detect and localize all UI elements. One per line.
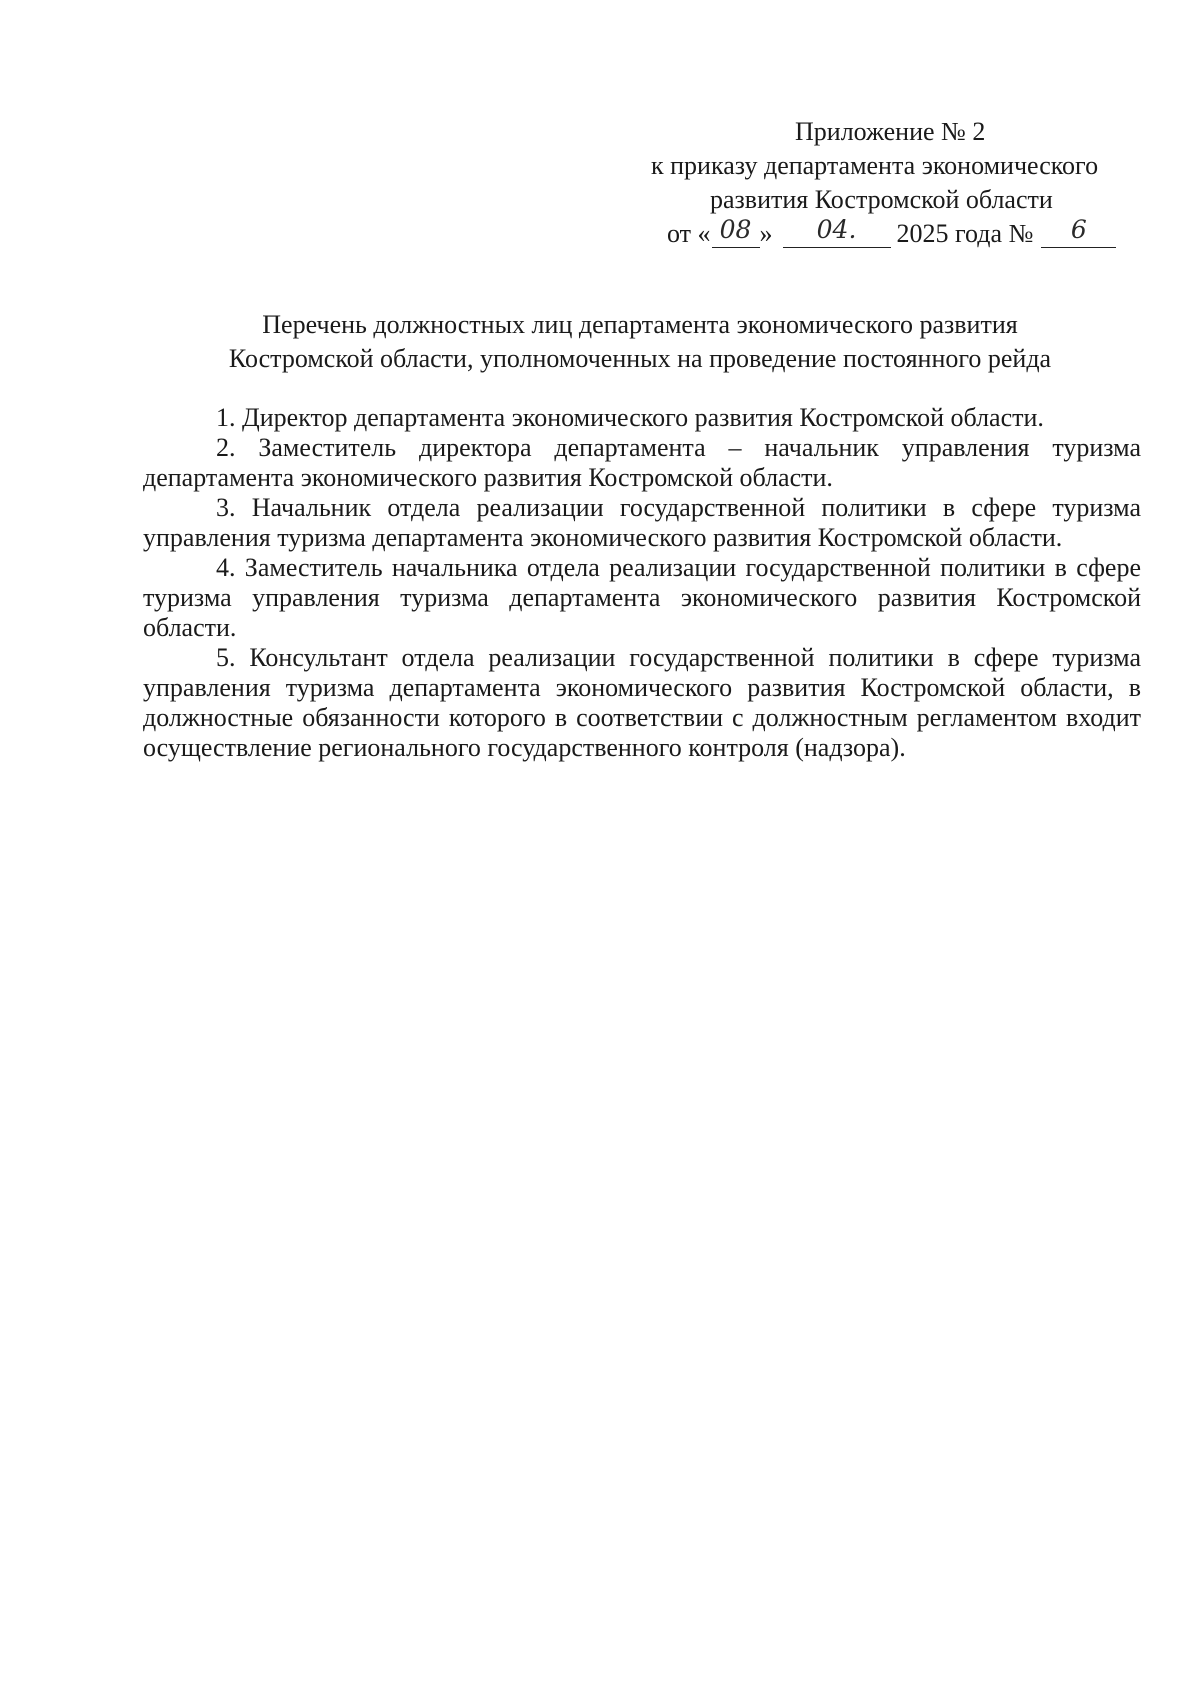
list-item: 1. Директор департамента экономического развития Костромской области.: [216, 403, 1044, 432]
order-date-line: [667, 217, 1200, 251]
list-item: 5. Консультант отдела реализации государственной политики в сфере туризма управления туризма департамента экономического развития Костромской области, в должностные обязанности которого в соответствии с должностным регламентом входит осуществление регионального государственного контроля (надзора).: [143, 643, 1141, 762]
order-reference: к приказу департамента экономического: [651, 151, 1099, 180]
handwritten-day: 08: [712, 221, 760, 248]
appendix-header: [600, 115, 1200, 251]
officials-list: [143, 403, 1141, 763]
department-name: развития Костромской области: [710, 185, 1053, 214]
handwritten-month: 04.: [783, 221, 891, 248]
date-mid: »: [759, 219, 773, 248]
list-item: 2. Заместитель директора департамента – начальник управления туризма департамента экономического развития Костромской области.: [143, 433, 1141, 492]
appendix-label: Приложение № 2: [795, 117, 986, 146]
title-line-2: Костромской области, уполномоченных на проведение постоянного рейда: [228, 344, 1052, 373]
list-item: 4. Заместитель начальника отдела реализации государственной политики в сфере туризма управления туризма департамента экономического развития Костромской области.: [143, 553, 1141, 642]
date-year: 2025 года №: [896, 219, 1034, 248]
handwritten-order-number: 6: [1041, 221, 1116, 248]
document-title: [140, 308, 1140, 376]
title-line-1: Перечень должностных лиц департамента экономического развития: [262, 310, 1018, 339]
date-prefix: от «: [667, 219, 711, 248]
list-item: 3. Начальник отдела реализации государственной политики в сфере туризма управления туризма департамента экономического развития Костромской области.: [143, 493, 1141, 552]
